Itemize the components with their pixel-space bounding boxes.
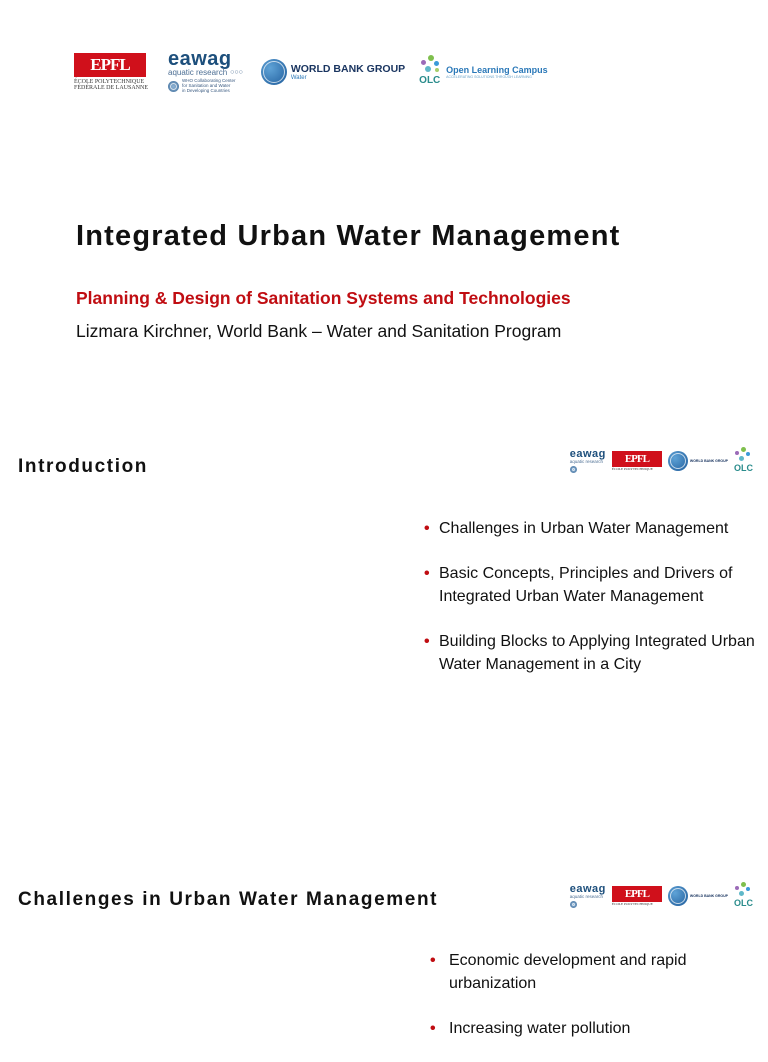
presentation-subtitle: Planning & Design of Sanitation Systems and Technologies [76,288,571,308]
eawag-subtitle: aquatic research [569,894,604,899]
partner-logos-small [570,447,754,475]
bullet-item [430,949,760,995]
globe-icon [668,886,688,906]
olc-dots-icon [734,447,754,475]
bullet-text: Building Blocks to Applying Integrated Urban Water Management in a City [439,633,755,673]
bullet-text: Economic development and rapid urbanization [449,952,687,992]
challenges-slide [0,820,768,1037]
title-slide [0,0,768,400]
epfl-logo [74,53,148,92]
epfl-sub-line1: ÉCOLE POLYTECHNIQUE [611,901,653,906]
epfl-mark: EPFL [612,886,662,902]
bullet-icon: • [424,520,430,537]
bullet-item [424,630,759,676]
bullet-item [424,562,759,608]
bullet-text: Challenges in Urban Water Management [439,520,729,537]
epfl-sub-line1: ÉCOLE POLYTECHNIQUE [611,466,653,471]
un-emblem-icon [570,466,577,473]
partner-logos-small [570,882,754,910]
bullet-icon: • [424,565,430,582]
eawag-wordmark: eawag [569,883,606,895]
olc-dots-icon [419,55,443,89]
olc-wordmark: Open Learning Campus [446,64,548,75]
bullet-icon: • [430,952,436,969]
eawag-note3: in Developing Countries [182,87,230,93]
epfl-mark: EPFL [74,53,146,77]
olc-mark-text: OLC [734,898,753,908]
partner-logos [74,50,562,94]
bullet-icon: • [430,1020,436,1037]
un-emblem-icon [168,81,179,92]
un-emblem-icon [570,901,577,908]
epfl-sub-line2: FÉDÉRALE DE LAUSANNE [74,84,148,91]
world-bank-sub: Water [290,74,307,81]
epfl-sub-line1: ÉCOLE POLYTECHNIQUE [74,78,145,85]
presentation-author: Lizmara Kirchner, World Bank – Water and Sanitation Program [76,321,562,341]
epfl-mark: EPFL [612,451,662,467]
world-bank-wordmark: WORLD BANK GROUP [689,894,728,898]
eawag-note2: for Sanitation and Water [182,82,231,88]
olc-tagline: ACCELERATING SOLUTIONS THROUGH LEARNING [446,74,532,79]
eawag-note1: WHO Collaborating Center [182,78,236,83]
world-bank-wordmark: WORLD BANK GROUP [689,459,728,463]
epfl-logo [612,451,662,472]
bullet-icon: • [424,633,430,650]
globe-icon [261,59,287,85]
world-bank-logo [668,886,728,906]
globe-icon [668,451,688,471]
slide-title: Introduction [18,456,149,477]
bullet-list [424,517,759,698]
olc-logo [734,447,754,475]
eawag-logo [168,50,243,94]
epfl-logo [612,886,662,907]
eawag-subtitle: aquatic research [569,459,604,464]
slide-title: Challenges in Urban Water Management [18,889,439,910]
world-bank-logo [668,451,728,471]
bullet-text: Increasing water pollution [449,1020,631,1037]
eawag-wordmark: eawag [168,48,232,70]
eawag-subtitle: aquatic research [168,68,228,77]
eawag-logo [570,884,606,908]
eawag-wordmark: eawag [569,448,606,460]
olc-mark-text: OLC [419,74,441,86]
world-bank-logo [261,59,405,85]
bullet-item [430,1017,760,1040]
bullet-list [430,949,760,1062]
eawag-logo [570,449,606,473]
introduction-slide [0,400,768,820]
olc-logo [734,882,754,910]
olc-mark-text: OLC [734,463,753,473]
bullet-item [424,517,759,540]
eawag-dots-icon: ○○○ [230,69,243,76]
world-bank-wordmark: WORLD BANK GROUP [290,62,406,75]
bullet-text: Basic Concepts, Principles and Drivers of Integrated Urban Water Management [439,565,733,605]
presentation-title: Integrated Urban Water Management [76,220,621,252]
olc-dots-icon [734,882,754,910]
olc-logo [419,55,548,89]
